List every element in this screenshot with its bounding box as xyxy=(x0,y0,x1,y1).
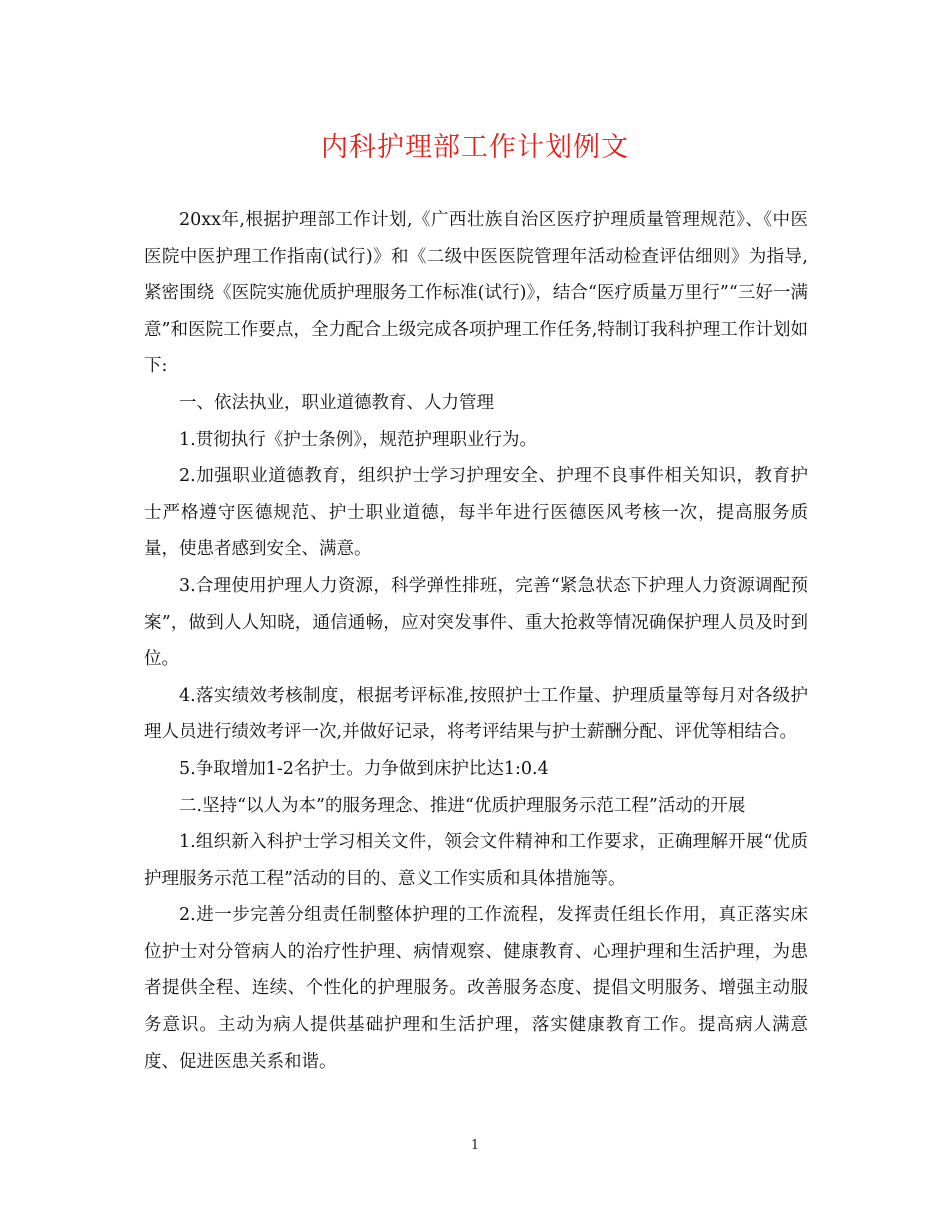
section-heading-2: 二.坚持“以人为本”的服务理念、推进“优质护理服务示范工程”活动的开展 xyxy=(179,795,746,816)
document-body xyxy=(144,202,808,1080)
paragraph-2-2: 2.进一步完善分组责任制整体护理的工作流程，发挥责任组长作用，真正落实床位护士对分管病人的治疗性护理、病情观察、健康教育、心理护理和生活护理，为患者提供全程、连续、个性化的护理服务。改善服务态度、提倡文明服务、增强主动服务意识。主动为病人提供基础护理和生活护理，落实健康教育工作。提高病人满意度、促进医患关系和谐。 xyxy=(144,905,808,1072)
paragraph-intro: 20xx年,根据护理部工作计划,《广西壮族自治区医疗护理质量管理规范》、《中医医院中医护理工作指南(试行)》和《二级中医医院管理年活动检查评估细则》为指导,紧密围绕《医院实施优质护理服务工作标准(试行)》，结合“医疗质量万里行”“三好一满意”和医院工作要点，全力配合上级完成各项护理工作任务,特制订我科护理工作计划如下: xyxy=(144,210,808,377)
paragraph-1-1: 1.贯彻执行《护士条例》，规范护理职业行为。 xyxy=(179,429,537,450)
document-title: 内科护理部工作计划例文 xyxy=(321,132,629,163)
paragraph-1-3: 3.合理使用护理人力资源，科学弹性排班，完善“紧急状态下护理人力资源调配预案”，做到人人知晓，通信通畅，应对突发事件、重大抢救等情况确保护理人员及时到位。 xyxy=(144,575,808,670)
paragraph-1-4: 4.落实绩效考核制度，根据考评标准,按照护士工作量、护理质量等每月对各级护理人员进行绩效考评一次,并做好记录，将考评结果与护士薪酬分配、评优等相结合。 xyxy=(144,685,808,743)
paragraph-2-1: 1.组织新入科护士学习相关文件，领会文件精神和工作要求，正确理解开展“优质护理服务示范工程”活动的目的、意义工作实质和具体措施等。 xyxy=(144,832,808,889)
page-number: 1 xyxy=(470,1138,480,1153)
section-heading-1: 一、依法执业，职业道德教育、人力管理 xyxy=(179,392,494,413)
paragraph-1-5: 5.争取增加1-2名护士。力争做到床护比达1:0.4 xyxy=(179,758,549,779)
paragraph-1-2: 2.加强职业道德教育，组织护士学习护理安全、护理不良事件相关知识，教育护士严格遵守医德规范、护士职业道德，每半年进行医德医风考核一次，提高服务质量，使患者感到安全、满意。 xyxy=(144,466,808,560)
